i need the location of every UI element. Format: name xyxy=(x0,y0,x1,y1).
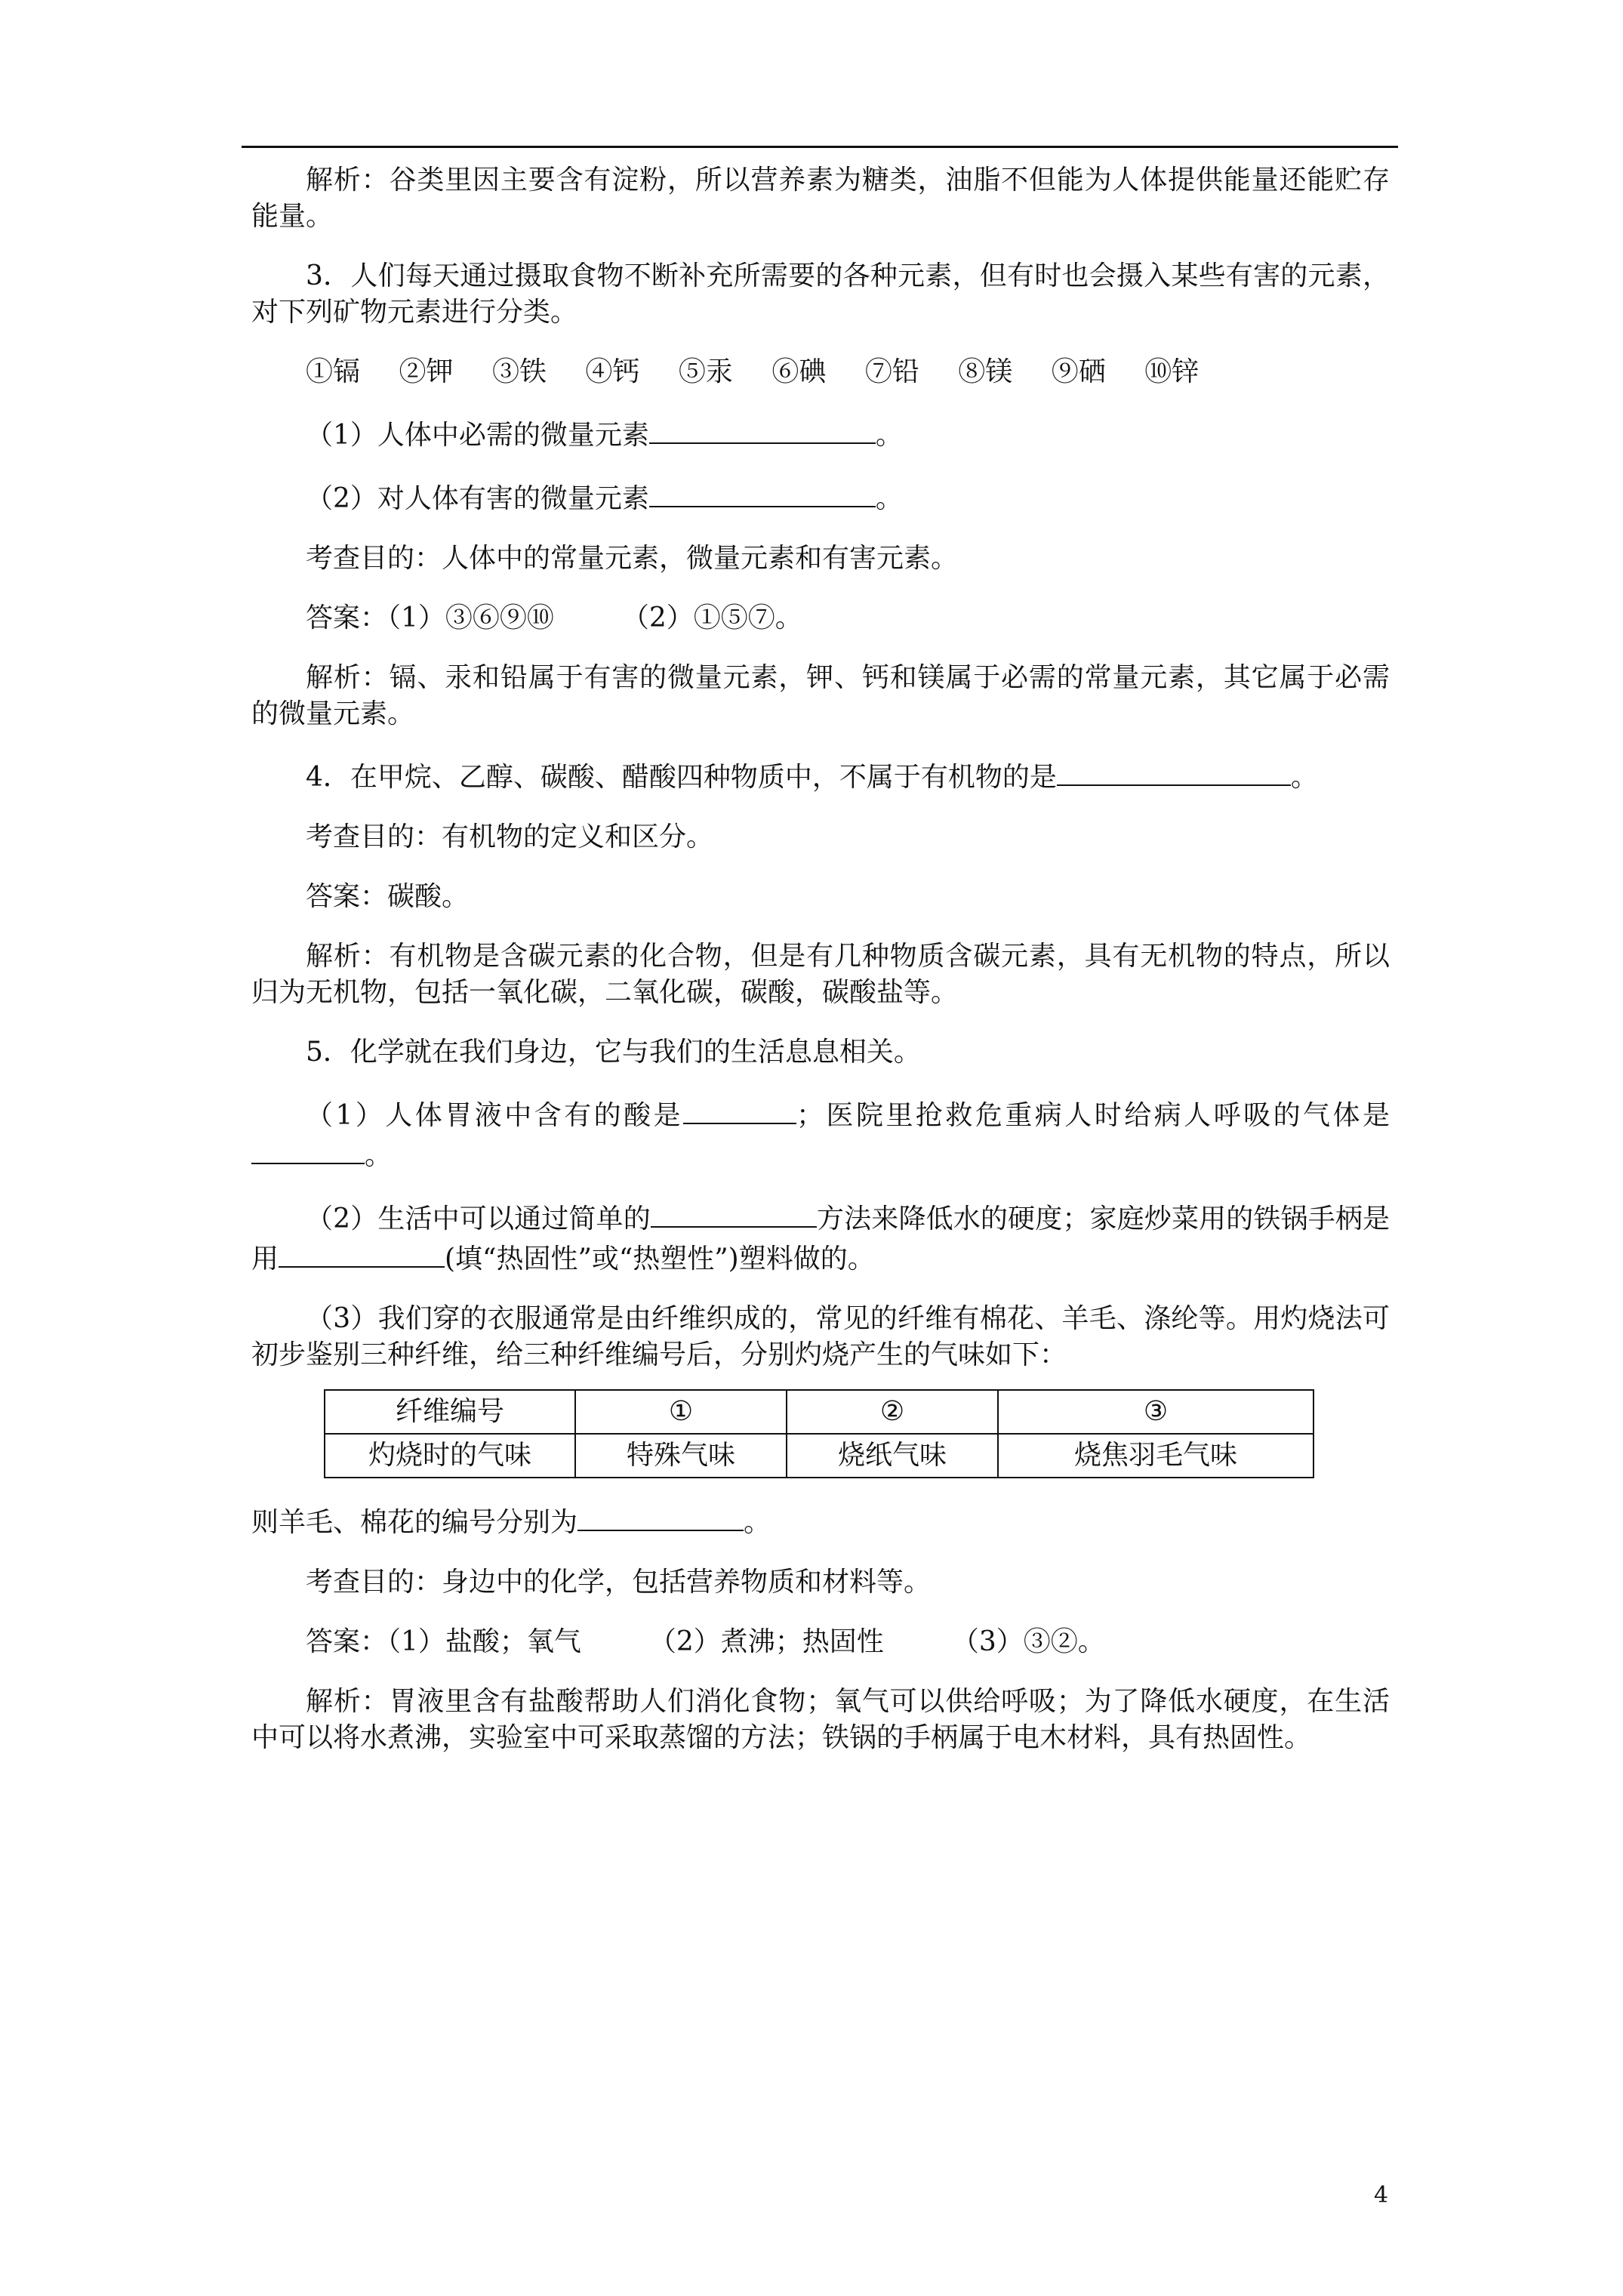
question-5-stem: 5．化学就在我们身边，它与我们的生活息息相关。 xyxy=(306,1037,921,1068)
table-row xyxy=(325,1434,1313,1478)
option: ⑥碘 xyxy=(771,356,827,387)
question-4-answer: 答案：碳酸。 xyxy=(306,881,470,912)
question-5-answer: 答案：（1）盐酸；氧气 （2）煮沸；热固性 （3）③②。 xyxy=(306,1626,1105,1657)
question-3-purpose: 考查目的：人体中的常量元素，微量元素和有害元素。 xyxy=(306,543,959,574)
answer-blank xyxy=(683,1094,796,1124)
option: ③铁 xyxy=(491,356,547,387)
option: ⑦铅 xyxy=(864,356,919,387)
question-5-sub2: （2）生活中可以通过简单的 方法来降低水的硬度；家庭炒菜用的铁锅手柄是用 (填“热固性”或“热塑性”)塑料做的。 xyxy=(251,1197,1390,1277)
question-3-analysis: 解析：镉、汞和铅属于有害的微量元素，钾、钙和镁属于必需的常量元素，其它属于必需的微量元素。 xyxy=(251,662,1390,729)
table-cell: 烧焦羽毛气味 xyxy=(998,1434,1313,1478)
header-rule xyxy=(242,146,1398,148)
answer-blank xyxy=(1057,756,1291,786)
answer-blank xyxy=(649,477,876,507)
question-5-analysis: 解析：胃液里含有盐酸帮助人们消化食物；氧气可以供给呼吸；为了降低水硬度，在生活中可以将水煮沸，实验室中可采取蒸馏的方法；铁锅的手柄属于电木材料，具有热固性。 xyxy=(251,1686,1390,1753)
question-5-purpose: 考查目的：身边中的化学，包括营养物质和材料等。 xyxy=(306,1567,932,1598)
table-cell: ① xyxy=(575,1390,787,1434)
question-5-sub3: （3）我们穿的衣服通常是由纤维织成的，常见的纤维有棉花、羊毛、涤纶等。用灼烧法可初步鉴别三种纤维，给三种纤维编号后，分别灼烧产生的气味如下： xyxy=(251,1303,1390,1370)
question-3-sub1: （1）人体中必需的微量元素 。 xyxy=(251,414,1390,454)
question-3-sub2: （2）对人体有害的微量元素 。 xyxy=(251,477,1390,517)
table-cell: 特殊气味 xyxy=(575,1434,787,1478)
answer-blank xyxy=(577,1501,744,1531)
page-number: 4 xyxy=(1374,2182,1389,2208)
table-cell: ② xyxy=(787,1390,998,1434)
option: ②钾 xyxy=(399,356,454,387)
table-cell: 烧纸气味 xyxy=(787,1434,998,1478)
table-cell: 纤维编号 xyxy=(325,1390,575,1434)
answer-blank xyxy=(279,1237,445,1268)
question-3-options xyxy=(251,354,1390,390)
fiber-table xyxy=(324,1389,1314,1478)
option: ④钙 xyxy=(585,356,640,387)
page-content xyxy=(251,162,1390,1780)
option: ①镉 xyxy=(306,356,361,387)
option: ⑩锌 xyxy=(1144,356,1200,387)
question-5-after-table: 则羊毛、棉花的编号分别为 。 xyxy=(251,1501,1390,1541)
question-3-answer: 答案：（1）③⑥⑨⑩ （2）①⑤⑦。 xyxy=(306,603,802,633)
option: ⑤汞 xyxy=(678,356,733,387)
answer-blank xyxy=(251,1134,365,1164)
option: ⑨硒 xyxy=(1051,356,1106,387)
analysis-q2: 解析：谷类里因主要含有淀粉，所以营养素为糖类，油脂不但能为人体提供能量还能贮存能量。 xyxy=(251,165,1390,232)
table-cell: ③ xyxy=(998,1390,1313,1434)
question-4-analysis: 解析：有机物是含碳元素的化合物，但是有几种物质含碳元素，具有无机物的特点，所以归为无机物，包括一氧化碳，二氧化碳，碳酸，碳酸盐等。 xyxy=(251,941,1390,1008)
answer-blank xyxy=(649,414,876,444)
answer-blank xyxy=(651,1197,817,1228)
question-4-stem: 4．在甲烷、乙醇、碳酸、醋酸四种物质中，不属于有机物的是 。 xyxy=(251,756,1390,796)
question-5-sub1: （1）人体胃液中含有的酸是 ；医院里抢救危重病人时给病人呼吸的气体是。 xyxy=(251,1094,1390,1174)
option: ⑧镁 xyxy=(958,356,1013,387)
table-cell: 灼烧时的气味 xyxy=(325,1434,575,1478)
question-3-stem: 3．人们每天通过摄取食物不断补充所需要的各种元素，但有时也会摄入某些有害的元素，对下列矿物元素进行分类。 xyxy=(251,260,1390,328)
table-row xyxy=(325,1390,1313,1434)
question-4-purpose: 考查目的：有机物的定义和区分。 xyxy=(306,821,714,852)
